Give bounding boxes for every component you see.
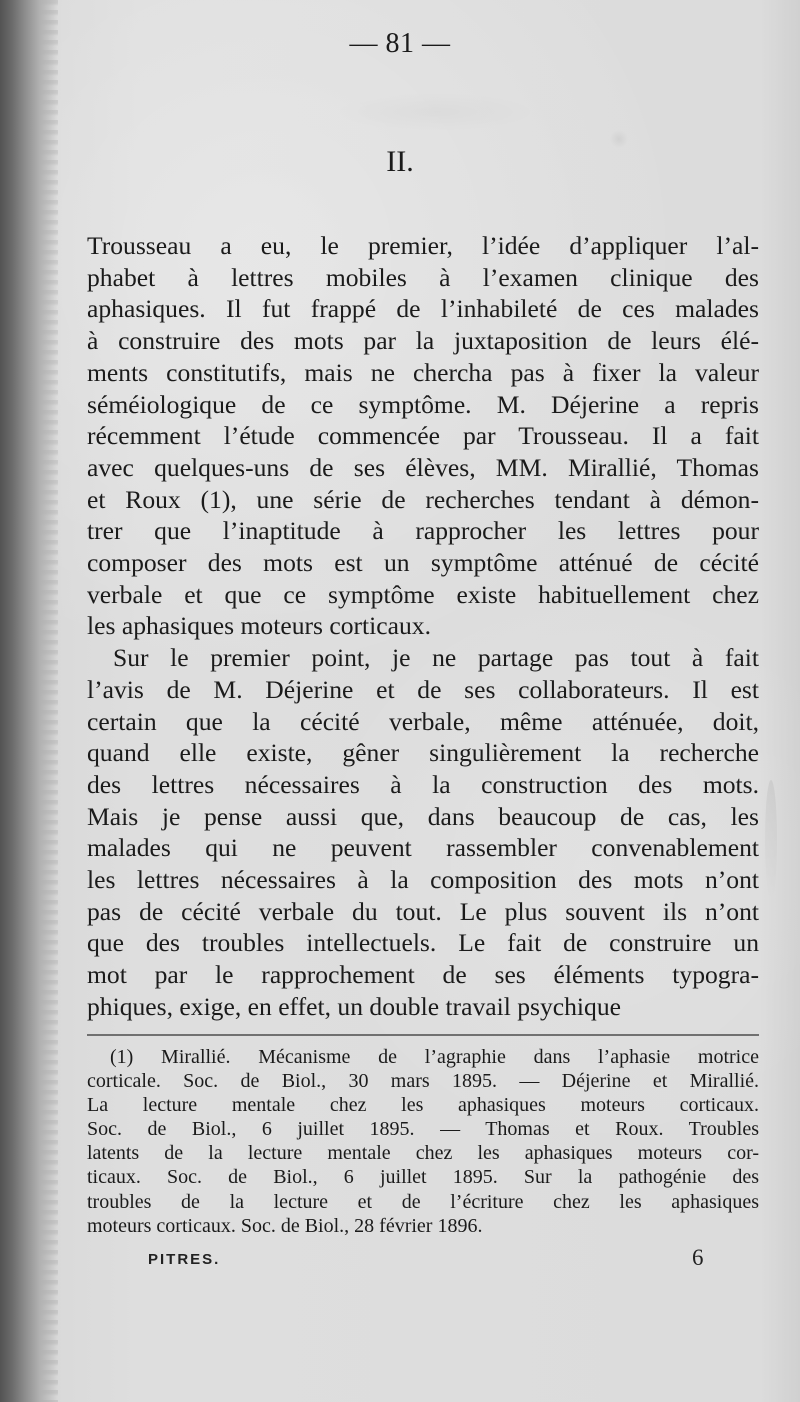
body-line: pas de cécité verbale du tout. Le plus souvent ils n’ont: [87, 896, 759, 926]
footnote-text: [87, 1045, 759, 1238]
paper-stain: [330, 92, 540, 132]
body-line: séméiologique de ce symptôme. M. Déjerine a repris: [87, 389, 759, 419]
body-line: trer que l’inaptitude à rapprocher les lettres pour: [87, 516, 759, 546]
body-line: à construire des mots par la juxtaposition de leurs élé-: [87, 326, 759, 356]
body-line: certain que la cécité verbale, même atténuée, doit,: [87, 706, 759, 736]
book-spine-shadow: [0, 0, 58, 1402]
body-line: phiques, exige, en effet, un double travail psychique: [87, 991, 621, 1021]
page-number: — 81 —: [349, 28, 451, 59]
body-line: quand elle existe, gêner singulièrement la recherche: [87, 738, 759, 768]
body-line: les aphasiques moteurs corticaux.: [87, 611, 431, 641]
footnote-line: (1) Mirallié. Mécanisme de l’agraphie dans l’aphasie motrice: [110, 1046, 759, 1068]
footnote-line: troubles de la lecture et de l’écriture chez les aphasiques: [87, 1190, 759, 1213]
body-line: Mais je pense aussi que, dans beaucoup de cas, les: [87, 801, 759, 831]
body-line: les lettres nécessaires à la composition des mots n’ont: [87, 865, 759, 895]
body-line: avec quelques-uns de ses élèves, MM. Mirallié, Thomas: [87, 452, 759, 482]
footnote-line: latents de la lecture mentale chez les aphasiques moteurs cor-: [87, 1142, 759, 1165]
section-heading: II.: [386, 145, 414, 178]
paper-wear: [765, 780, 777, 900]
footnote-line: ticaux. Soc. de Biol., 6 juillet 1895. Sur la pathogénie des: [87, 1166, 759, 1189]
footnote-line: Soc. de Biol., 6 juillet 1895. — Thomas et Roux. Troubles: [87, 1118, 759, 1141]
footnote-line: La lecture mentale chez les aphasiques moteurs corticaux.: [87, 1094, 759, 1117]
main-text: [87, 230, 759, 1023]
body-line: ments constitutifs, mais ne chercha pas à fixer la valeur: [87, 357, 759, 387]
body-line: que des troubles intellectuels. Le fait de construire un: [87, 928, 759, 958]
body-line: mot par le rapprochement de ses éléments typogra-: [87, 960, 759, 990]
footnote-line: moteurs corticaux. Soc. de Biol., 28 février 1896.: [87, 1214, 483, 1237]
body-line: des lettres nécessaires à la construction des mots.: [87, 769, 759, 799]
body-line: malades qui ne peuvent rassembler convenablement: [87, 833, 759, 863]
footnote-divider: [87, 1034, 759, 1036]
body-line: Sur le premier point, je ne partage pas tout à fait: [113, 643, 759, 673]
footer-signature: PITRES.: [148, 1251, 221, 1268]
body-line: et Roux (1), une série de recherches tendant à démon-: [87, 484, 759, 514]
footnote-line: corticale. Soc. de Biol., 30 mars 1895. — Déjerine et Mirallié.: [87, 1070, 759, 1093]
body-line: récemment l’étude commencée par Trousseau. Il a fait: [87, 421, 759, 451]
body-line: phabet à lettres mobiles à l’examen clinique des: [87, 262, 759, 292]
body-line: l’avis de M. Déjerine et de ses collaborateurs. Il est: [87, 674, 759, 704]
footer-number: 6: [692, 1245, 704, 1270]
body-line: composer des mots est un symptôme atténué de cécité: [87, 548, 759, 578]
body-line: aphasiques. Il fut frappé de l’inhabileté de ces malades: [87, 294, 759, 324]
body-line: Trousseau a eu, le premier, l’idée d’appliquer l’al-: [87, 231, 759, 260]
body-line: verbale et que ce symptôme existe habituellement chez: [87, 579, 759, 609]
